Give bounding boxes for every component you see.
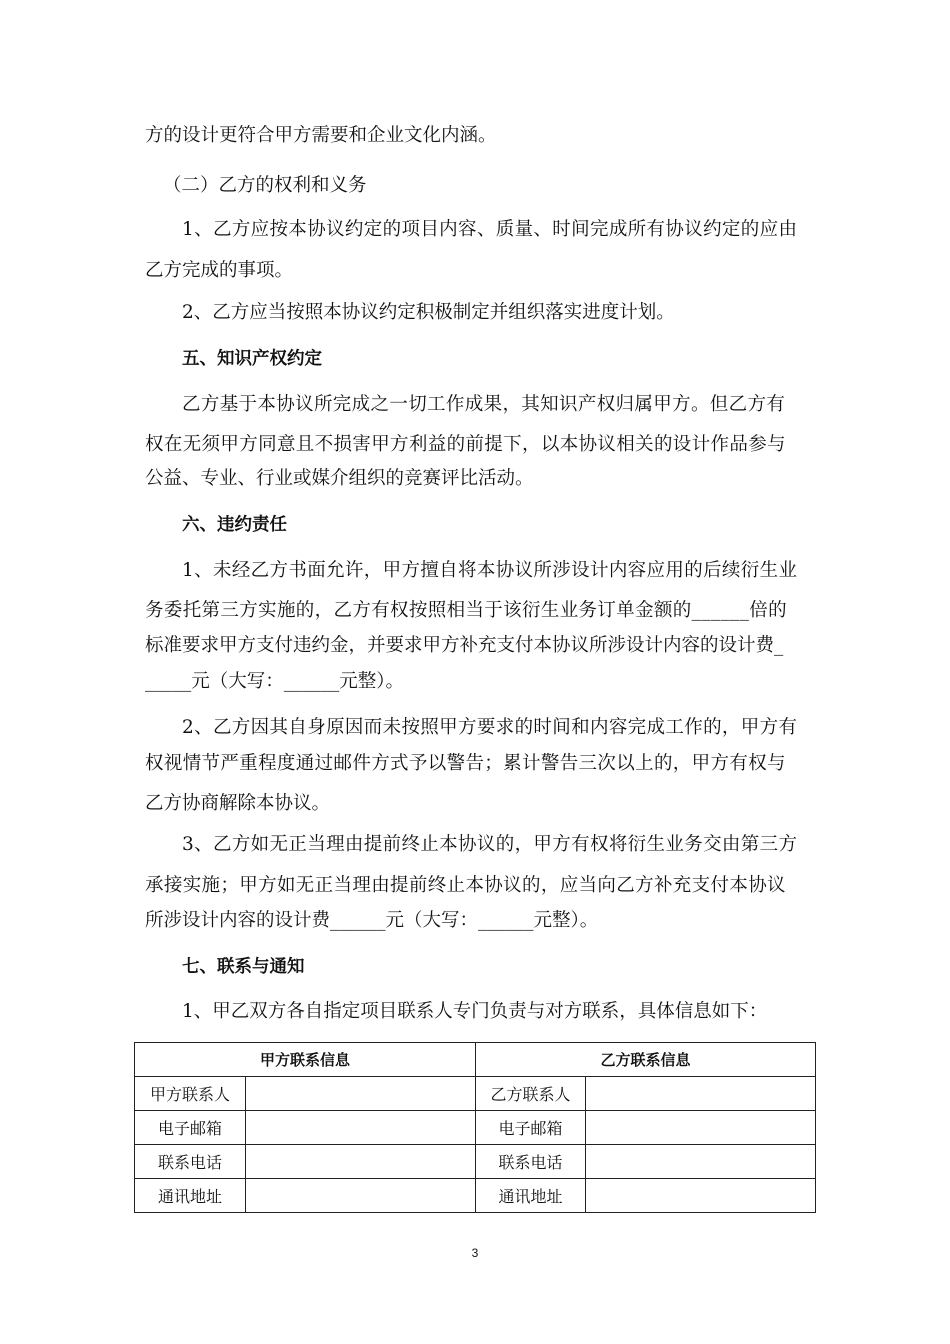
paragraph-text: 公益、专业、行业或媒介组织的竞赛评比活动。 [145, 468, 534, 489]
party-b-field-label: 乙方联系人 [476, 1077, 586, 1111]
party-b-header: 乙方联系信息 [476, 1043, 816, 1077]
party-b-field-value[interactable] [586, 1077, 816, 1111]
paragraph-text: 方的设计更符合甲方需要和企业文化内涵。 [145, 125, 497, 146]
party-b-field-value[interactable] [586, 1111, 816, 1145]
paragraph-text: 务委托第三方实施的，乙方有权按照相当于该衍生业务订单金额的______倍的 [145, 600, 787, 621]
subsection-heading: （二）乙方的权利和义务 [163, 175, 367, 196]
paragraph-text: 乙方基于本协议所完成之一切工作成果，其知识产权归属甲方。但乙方有 [182, 394, 786, 415]
party-a-field-label: 甲方联系人 [135, 1077, 246, 1111]
paragraph-text: 乙方协商解除本协议。 [145, 793, 331, 814]
paragraph-text: 乙方完成的事项。 [145, 260, 294, 281]
paragraph-text: 权视情节严重程度通过邮件方式予以警告；累计警告三次以上的，甲方有权与 [145, 753, 786, 774]
paragraph-text: 标准要求甲方支付违约金，并要求甲方补充支付本协议所涉设计内容的设计费_ [145, 635, 784, 656]
party-b-field-label: 通讯地址 [476, 1179, 586, 1213]
table-row [135, 1077, 816, 1111]
party-a-field-value[interactable] [246, 1077, 476, 1111]
contact-info-table [134, 1042, 816, 1213]
paragraph-text: 所涉设计内容的设计费______元（大写：______元整）。 [145, 910, 599, 931]
section-heading: 五、知识产权约定 [182, 349, 322, 369]
party-a-field-value[interactable] [246, 1145, 476, 1179]
paragraph-text: 2、乙方应当按照本协议约定积极制定并组织落实进度计划。 [182, 302, 675, 323]
paragraph-text: 1、未经乙方书面允许，甲方擅自将本协议所涉设计内容应用的后续衍生业 [182, 560, 798, 581]
paragraph-text: _____元（大写：______元整）。 [145, 671, 405, 692]
party-a-field-label: 电子邮箱 [135, 1111, 246, 1145]
party-a-header: 甲方联系信息 [135, 1043, 476, 1077]
party-b-field-value[interactable] [586, 1179, 816, 1213]
table-row [135, 1179, 816, 1213]
party-b-field-value[interactable] [586, 1145, 816, 1179]
paragraph-text: 承接实施；甲方如无正当理由提前终止本协议的，应当向乙方补充支付本协议 [145, 875, 786, 896]
party-a-field-value[interactable] [246, 1111, 476, 1145]
section-heading: 七、联系与通知 [182, 957, 305, 977]
paragraph-text: 1、甲乙双方各自指定项目联系人专门负责与对方联系，具体信息如下： [182, 1001, 768, 1022]
party-b-field-label: 电子邮箱 [476, 1111, 586, 1145]
party-a-field-label: 通讯地址 [135, 1179, 246, 1213]
section-heading: 六、违约责任 [182, 515, 287, 535]
party-a-field-label: 联系电话 [135, 1145, 246, 1179]
party-a-field-value[interactable] [246, 1179, 476, 1213]
paragraph-text: 3、乙方如无正当理由提前终止本协议的，甲方有权将衍生业务交由第三方 [182, 834, 798, 855]
paragraph-text: 1、乙方应按本协议约定的项目内容、质量、时间完成所有协议约定的应由 [182, 219, 798, 240]
page-number: 3 [471, 1246, 479, 1260]
paragraph-text: 权在无须甲方同意且不损害甲方利益的前提下，以本协议相关的设计作品参与 [145, 434, 786, 455]
table-header-row [135, 1043, 816, 1077]
paragraph-text: 2、乙方因其自身原因而未按照甲方要求的时间和内容完成工作的，甲方有 [182, 717, 798, 738]
party-b-field-label: 联系电话 [476, 1145, 586, 1179]
table-row [135, 1111, 816, 1145]
table-row [135, 1145, 816, 1179]
